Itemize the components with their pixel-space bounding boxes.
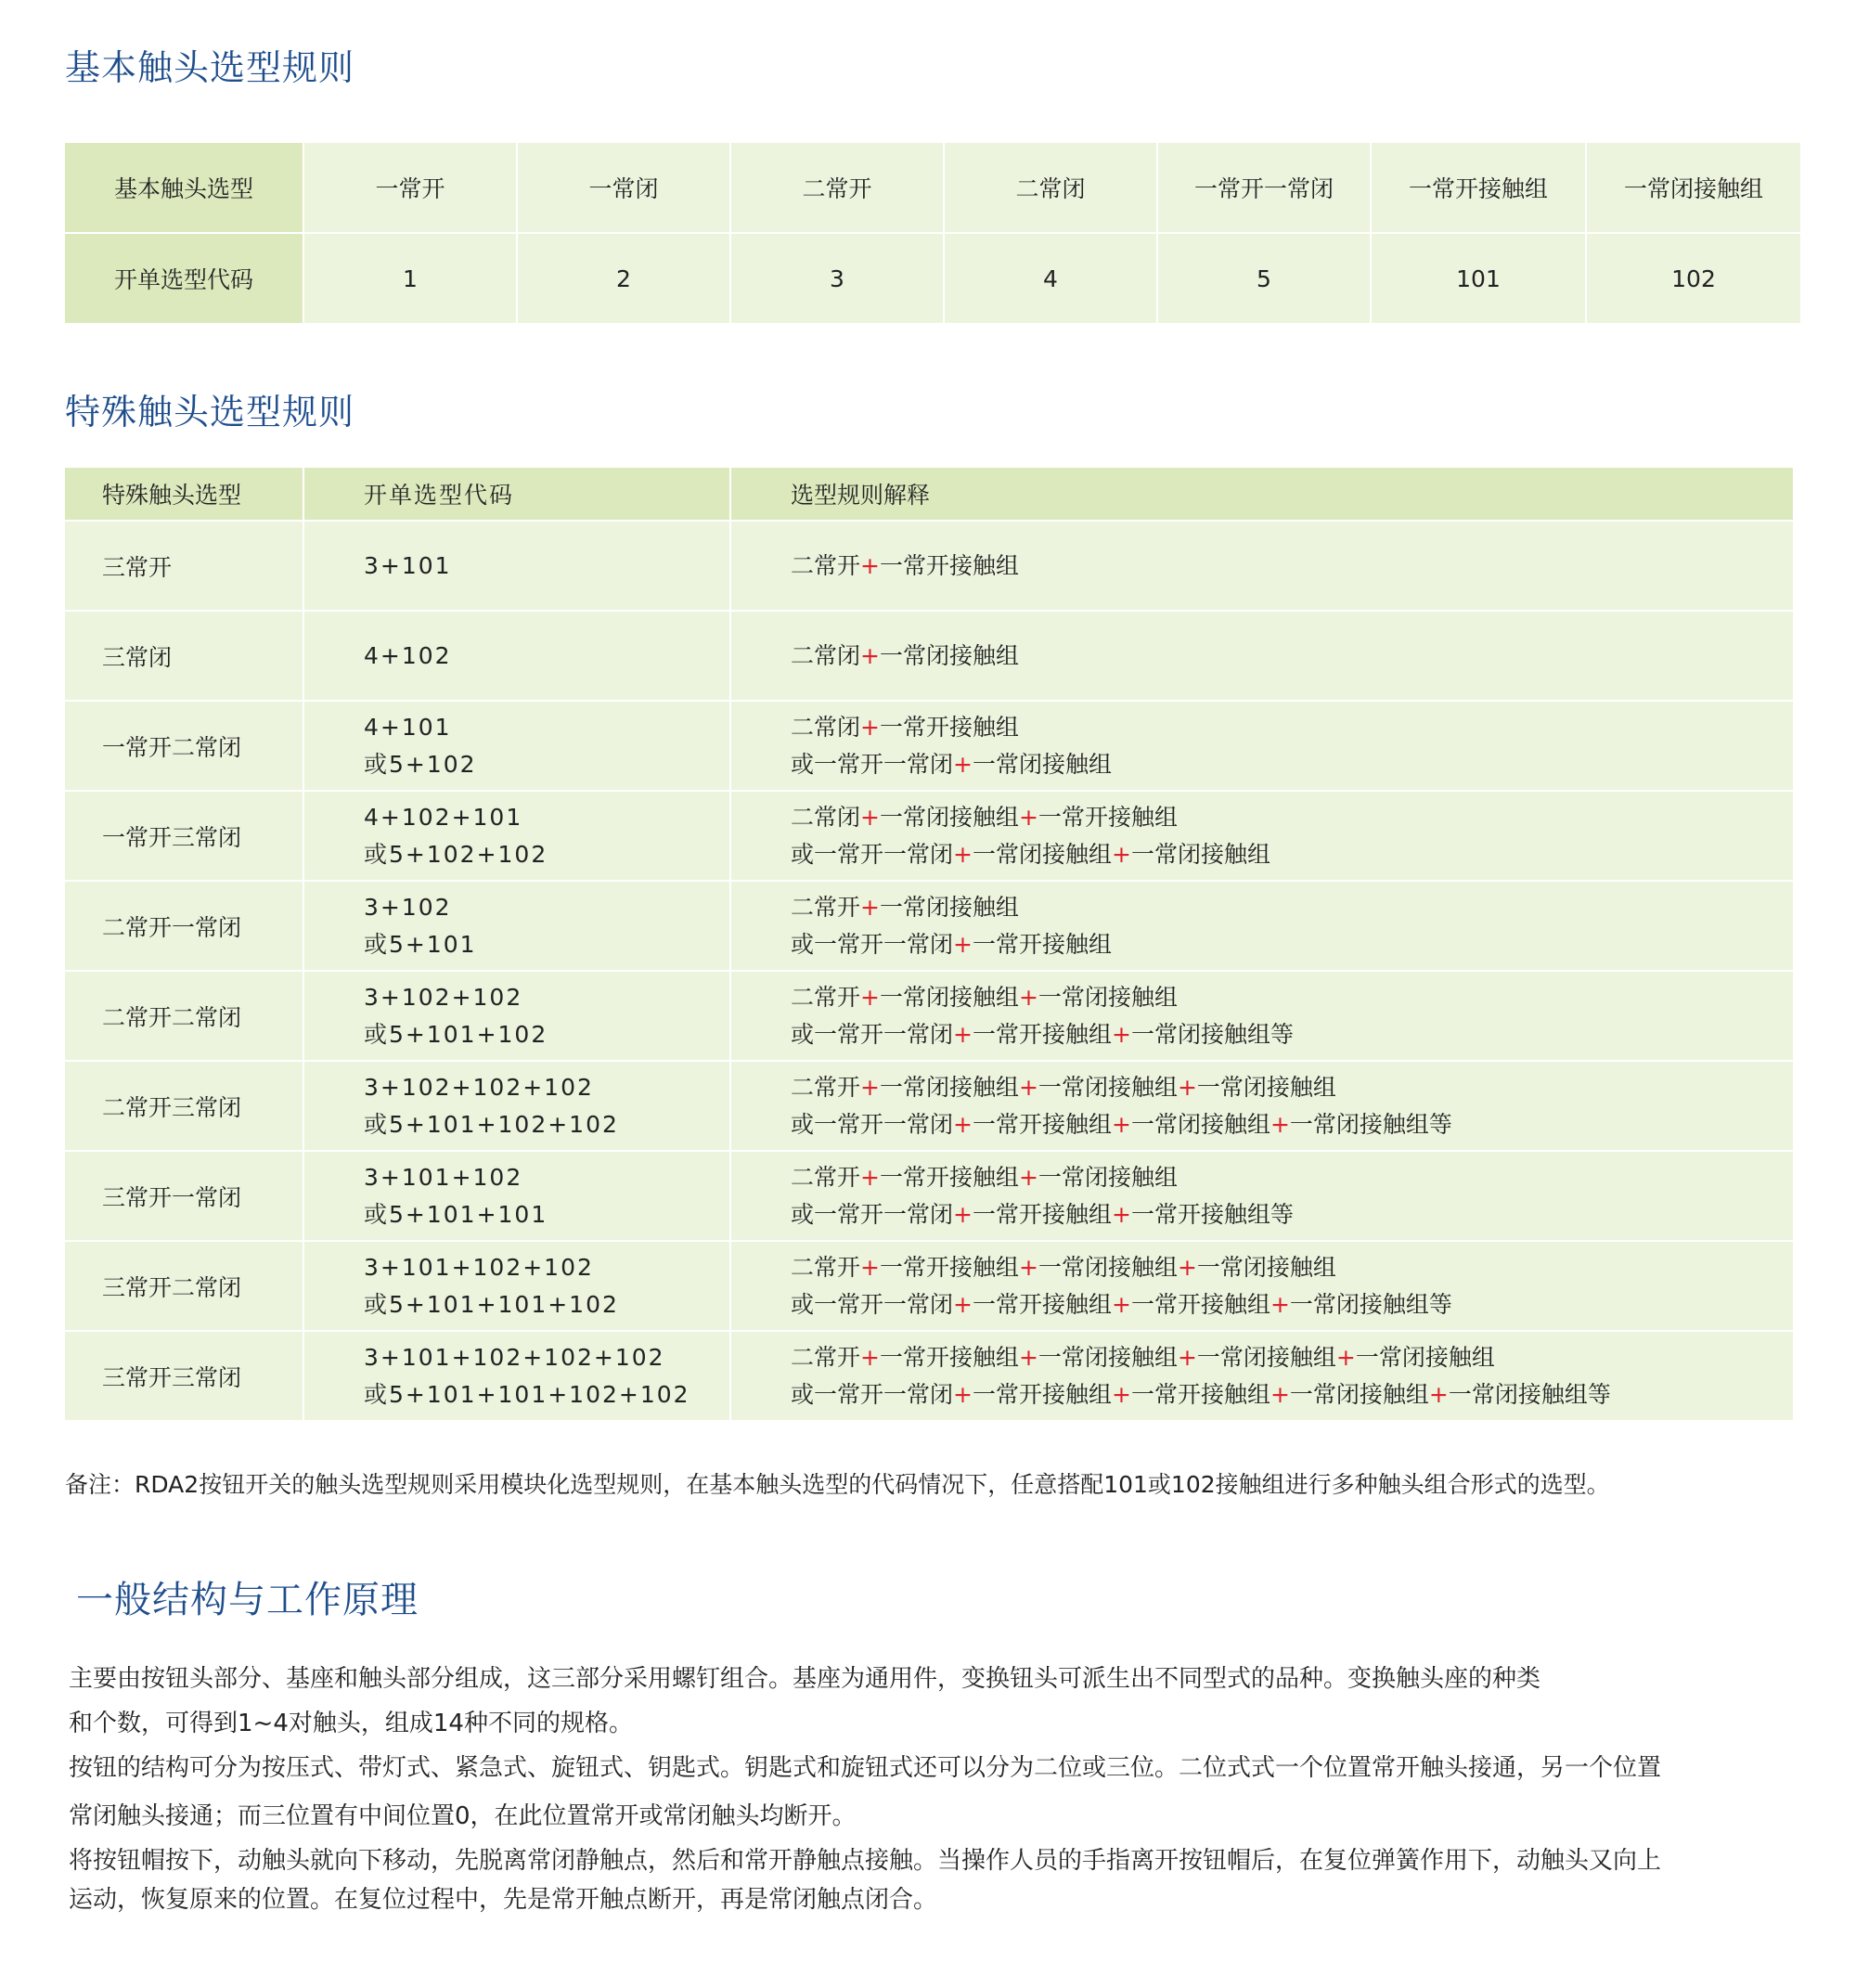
rule-part: 一常闭接触组 [972,840,1112,868]
rule-line [791,709,1793,746]
plus-sign: + [1270,1110,1290,1138]
rule-part: 二常开 [791,1163,861,1191]
special-row-code [304,972,729,1060]
basic-table-header-cell: 一常闭接触组 [1587,143,1800,232]
rule-part: 一常开接触组 [972,1290,1112,1318]
rule-part: 或一常开一常闭 [791,750,954,778]
rule-line [791,638,1793,675]
special-row-type: 三常开三常闭 [65,1332,303,1420]
rule-part: 或一常开一常闭 [791,1110,954,1138]
rule-part: 一常开接触组等 [1130,1200,1294,1228]
plus-sign: + [1111,840,1131,868]
plus-sign: + [1018,1343,1038,1371]
code-line: 或5+101+101+102+102 [364,1380,690,1408]
structure-title: 一般结构与工作原理 [76,1579,419,1621]
basic-table-code-cell: 1 [304,234,516,323]
code-line: 3+102+102 [364,983,523,1011]
basic-contact-title: 基本触头选型规则 [65,47,355,88]
plus-sign: + [953,1110,973,1138]
rule-part: 一常开接触组 [1130,1380,1270,1408]
rule-part: 一常闭接触组 [1196,1343,1336,1371]
rule-line [791,1286,1793,1323]
code-line: 3+102 [364,893,452,921]
rule-part: 一常闭接触组 [1038,1253,1178,1281]
rule-part: 一常闭接触组等 [1289,1290,1452,1318]
basic-table-header-cell: 一常开一常闭 [1158,143,1370,232]
selection-note: 备注：RDA2按钮开关的触头选型规则采用模块化选型规则，在基本触头选型的代码情况下，任意搭配101或102接触组进行多种触头组合形式的选型。 [65,1471,1610,1498]
special-contact-table [65,468,1793,1423]
rule-part: 一常开接触组 [1130,1290,1270,1318]
code-line: 3+101+102+102 [364,1253,594,1281]
special-row-type: 三常开一常闭 [65,1152,303,1240]
rule-line [791,1069,1793,1106]
basic-table-header-cell: 二常闭 [945,143,1156,232]
rule-part: 或一常开一常闭 [791,930,954,958]
plus-sign: + [953,1290,973,1318]
special-row-type: 三常开 [65,522,303,610]
special-row-code [304,702,729,790]
rule-part: 一常开接触组 [879,551,1019,579]
plus-sign: + [1177,1253,1197,1281]
code-line: 3+101 [364,551,452,579]
plus-sign: + [860,1163,880,1191]
code-line: 4+102+101 [364,803,523,831]
plus-sign: + [1335,1343,1356,1371]
special-row-rule [731,1332,1793,1420]
structure-paragraph-line: 主要由按钮头部分、基座和触头部分组成，这三部分采用螺钉组合。基座为通用件，变换钮头可派生出不同型式的品种。变换触头座的种类 [69,1665,1541,1693]
structure-paragraph-line: 按钮的结构可分为按压式、带灯式、紧急式、旋钮式、钥匙式。钥匙式和旋钮式还可以分为二位或三位。二位式式一个位置常开触头接通，另一个位置 [69,1754,1662,1782]
special-row-type: 三常开二常闭 [65,1242,303,1330]
rule-part: 一常闭接触组等 [1448,1380,1611,1408]
plus-sign: + [1018,803,1038,831]
special-row-rule [731,792,1793,880]
special-row-rule [731,1152,1793,1240]
plus-sign: + [860,641,880,669]
plus-sign: + [1428,1380,1449,1408]
rule-part: 一常闭接触组 [1289,1380,1429,1408]
rule-line [791,746,1793,783]
rule-line [791,548,1793,585]
plus-sign: + [860,713,880,741]
special-row-code [304,882,729,970]
rule-part: 一常闭接触组 [1038,1163,1178,1191]
special-row-rule [731,612,1793,700]
code-line: 或5+101+101 [364,1200,548,1228]
rule-part: 一常闭接触组 [879,1073,1019,1101]
rule-part: 一常开接触组 [879,1163,1019,1191]
rule-part: 或一常开一常闭 [791,1200,954,1228]
special-row-type: 二常开二常闭 [65,972,303,1060]
rule-part: 二常闭 [791,641,861,669]
structure-paragraph-line: 运动，恢复原来的位置。在复位过程中，先是常开触点断开，再是常闭触点闭合。 [69,1886,938,1914]
rule-part: 一常闭接触组 [1038,1343,1178,1371]
plus-sign: + [953,750,973,778]
structure-paragraph-line: 将按钮帽按下，动触头就向下移动，先脱离常闭静触点，然后和常开静触点接触。当操作人员的手指离开按钮帽后，在复位弹簧作用下，动触头又向上 [69,1847,1662,1875]
special-row-code [304,792,729,880]
basic-contact-table [65,143,1793,323]
rule-line [791,1106,1793,1143]
basic-table-code-label: 开单选型代码 [65,234,303,323]
special-row-rule [731,972,1793,1060]
special-row-code [304,1332,729,1420]
plus-sign: + [953,1200,973,1228]
plus-sign: + [860,1073,880,1101]
code-line: 4+102 [364,641,452,669]
rule-part: 一常闭接触组 [879,641,1019,669]
code-line: 3+102+102+102 [364,1073,594,1101]
rule-part: 一常开接触组 [879,1253,1019,1281]
rule-part: 二常闭 [791,713,861,741]
special-contact-title: 特殊触头选型规则 [65,392,355,432]
special-row-code [304,612,729,700]
rule-part: 二常开 [791,983,861,1011]
code-line: 或5+101+101+102 [364,1290,619,1318]
basic-table-header-cell: 一常开接触组 [1372,143,1585,232]
structure-paragraph-line: 常闭触头接通；而三位置有中间位置0，在此位置常开或常闭触头均断开。 [69,1802,857,1830]
plus-sign: + [860,983,880,1011]
rule-part: 一常闭接触组 [879,983,1019,1011]
basic-table-header-cell: 一常闭 [518,143,729,232]
rule-line [791,889,1793,926]
rule-line [791,926,1793,963]
rule-part: 一常开接触组 [879,1343,1019,1371]
plus-sign: + [860,893,880,921]
special-row-rule [731,1062,1793,1150]
special-row-rule [731,1242,1793,1330]
rule-part: 二常开 [791,893,861,921]
rule-part: 一常开接触组 [1038,803,1178,831]
special-row-type: 二常开三常闭 [65,1062,303,1150]
rule-part: 一常开接触组 [972,1020,1112,1048]
plus-sign: + [1111,1380,1131,1408]
special-row-type: 二常开一常闭 [65,882,303,970]
rule-part: 二常开 [791,551,861,579]
code-line: 或5+102+102 [364,840,548,868]
special-row-type: 一常开二常闭 [65,702,303,790]
code-line: 3+101+102 [364,1163,523,1191]
rule-line [791,1376,1793,1414]
special-table-header-type: 特殊触头选型 [65,468,303,520]
basic-table-code-cell: 5 [1158,234,1370,323]
code-line: 或5+101+102 [364,1020,548,1048]
rule-part: 一常闭接触组 [1130,840,1270,868]
plus-sign: + [1111,1110,1131,1138]
special-row-code [304,522,729,610]
plus-sign: + [1018,1253,1038,1281]
rule-line [791,799,1793,836]
rule-part: 一常闭接触组 [1196,1073,1336,1101]
rule-part: 一常闭接触组等 [1130,1020,1294,1048]
plus-sign: + [1270,1290,1290,1318]
rule-part: 或一常开一常闭 [791,1380,954,1408]
special-row-code [304,1152,729,1240]
rule-part: 或一常开一常闭 [791,1290,954,1318]
basic-table-code-cell: 101 [1372,234,1585,323]
rule-part: 二常闭 [791,803,861,831]
plus-sign: + [860,1343,880,1371]
rule-part: 一常闭接触组 [1038,983,1178,1011]
basic-table-code-cell: 4 [945,234,1156,323]
rule-line [791,1159,1793,1196]
code-line: 3+101+102+102+102 [364,1343,665,1371]
basic-table-header-cell: 二常开 [731,143,943,232]
structure-paragraph-line: 和个数，可得到1~4对触头，组成14种不同的规格。 [69,1710,633,1737]
rule-part: 一常开接触组 [972,1200,1112,1228]
special-table-header-code: 开单选型代码 [304,468,729,520]
plus-sign: + [1111,1200,1131,1228]
plus-sign: + [1270,1380,1290,1408]
special-table-header-rule: 选型规则解释 [731,468,1793,520]
rule-part: 一常开接触组 [972,1110,1112,1138]
special-row-rule [731,522,1793,610]
rule-part: 二常开 [791,1343,861,1371]
plus-sign: + [1177,1073,1197,1101]
plus-sign: + [1177,1343,1197,1371]
rule-part: 或一常开一常闭 [791,840,954,868]
special-row-rule [731,702,1793,790]
rule-part: 一常闭接触组 [1038,1073,1178,1101]
basic-table-code-cell: 102 [1587,234,1800,323]
plus-sign: + [953,840,973,868]
rule-line [791,1016,1793,1053]
rule-part: 一常闭接触组等 [1289,1110,1452,1138]
special-row-code [304,1242,729,1330]
plus-sign: + [1018,1073,1038,1101]
rule-part: 二常开 [791,1253,861,1281]
rule-part: 一常闭接触组 [1355,1343,1495,1371]
plus-sign: + [1111,1020,1131,1048]
special-row-rule [731,882,1793,970]
special-row-type: 三常闭 [65,612,303,700]
rule-part: 一常闭接触组 [1130,1110,1270,1138]
basic-table-header-label: 基本触头选型 [65,143,303,232]
rule-part: 二常开 [791,1073,861,1101]
plus-sign: + [953,1380,973,1408]
rule-line [791,1249,1793,1286]
basic-table-code-cell: 2 [518,234,729,323]
rule-line [791,836,1793,873]
rule-part: 一常开接触组 [972,1380,1112,1408]
plus-sign: + [860,1253,880,1281]
code-line: 或5+101 [364,930,477,958]
code-line: 或5+102 [364,750,477,778]
rule-part: 一常闭接触组 [972,750,1112,778]
plus-sign: + [1111,1290,1131,1318]
plus-sign: + [1018,983,1038,1011]
special-row-type: 一常开三常闭 [65,792,303,880]
plus-sign: + [953,930,973,958]
rule-part: 一常闭接触组 [1196,1253,1336,1281]
plus-sign: + [860,803,880,831]
rule-part: 或一常开一常闭 [791,1020,954,1048]
code-line: 或5+101+102+102 [364,1110,619,1138]
plus-sign: + [860,551,880,579]
code-line: 4+101 [364,713,452,741]
rule-part: 一常开接触组 [879,713,1019,741]
special-row-code [304,1062,729,1150]
rule-line [791,1339,1793,1376]
basic-table-code-cell: 3 [731,234,943,323]
plus-sign: + [1018,1163,1038,1191]
rule-line [791,1196,1793,1233]
basic-table-header-cell: 一常开 [304,143,516,232]
rule-part: 一常开接触组 [972,930,1112,958]
plus-sign: + [953,1020,973,1048]
rule-part: 一常闭接触组 [879,893,1019,921]
rule-part: 一常闭接触组 [879,803,1019,831]
rule-line [791,979,1793,1016]
